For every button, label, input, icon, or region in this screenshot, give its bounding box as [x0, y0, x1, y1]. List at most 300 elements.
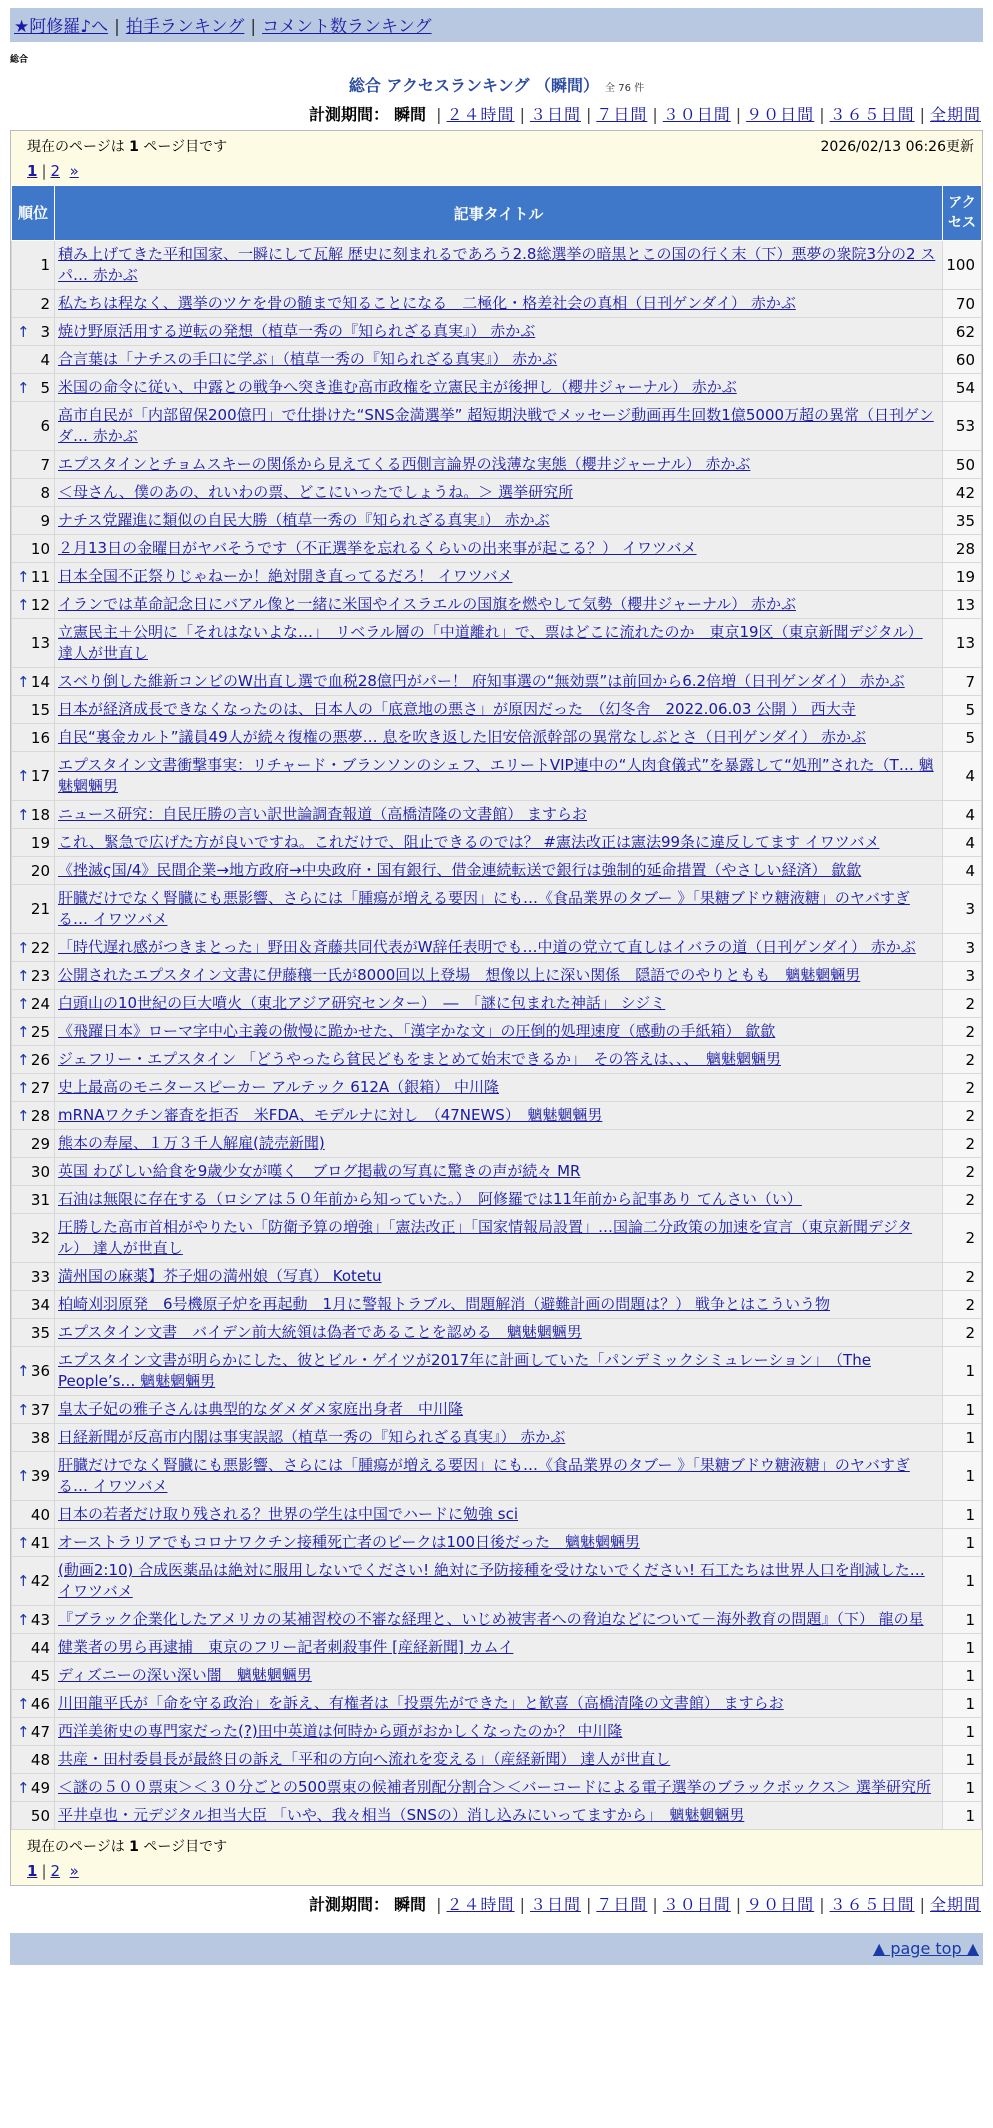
rank-number: 31 — [30, 1190, 50, 1209]
rank-number: 3 — [40, 322, 50, 341]
title-cell — [55, 290, 943, 318]
title-cell — [55, 374, 943, 402]
article-title-link[interactable]: 健業者の男ら再逮捕 東京のフリー記者刺殺事件 [産経新聞] カムイ — [58, 1638, 514, 1656]
article-title-link[interactable]: 肝臓だけでなく腎臓にも悪影響、さらには「腫瘍が増える要因」にも…《食品業界のタブー 》「果糖ブドウ糖液糖」のヤバすぎる… イワツバメ — [58, 1456, 910, 1495]
access-count: 4 — [943, 857, 982, 885]
rank-number: 33 — [30, 1267, 50, 1286]
rank-number: 39 — [30, 1467, 50, 1485]
access-count: 3 — [943, 934, 982, 962]
title-cell — [55, 1214, 943, 1263]
rank-cell — [12, 318, 55, 346]
article-title-link[interactable]: 西洋美術史の専門家だった(?)田中英道は何時から頭がおかしくなったのか？ 中川隆 — [58, 1722, 623, 1740]
rank-cell — [12, 1634, 55, 1662]
access-count: 1 — [943, 1606, 982, 1634]
rank-cell — [12, 1130, 55, 1158]
title-cell — [55, 857, 943, 885]
article-title-link[interactable]: 日経新聞が反高市内閣は事実誤認（植草一秀の『知られざる真実』） 赤かぶ — [58, 1428, 566, 1446]
access-count: 3 — [943, 885, 982, 934]
article-title-link[interactable]: 英国 わびしい給食を9歳少女が嘆く ブログ掲載の写真に驚きの声が続々 MR — [58, 1162, 581, 1180]
title-cell — [55, 1529, 943, 1557]
title-cell — [55, 1347, 943, 1396]
rank-number: 19 — [30, 833, 50, 852]
title-cell — [55, 829, 943, 857]
title-cell — [55, 1130, 943, 1158]
title-cell — [55, 696, 943, 724]
rank-up-arrow-icon: ↑ — [17, 767, 30, 785]
period-link[interactable]: ２４時間 — [446, 105, 515, 124]
rank-cell — [12, 1557, 55, 1606]
access-count: 53 — [943, 402, 982, 451]
title-cell — [55, 1746, 943, 1774]
table-row — [12, 1347, 982, 1396]
pager-separator: | — [41, 162, 47, 180]
footer-bar — [10, 1933, 983, 1965]
page-top-link[interactable]: ▲ page top ▲ — [872, 1939, 979, 1958]
period-link[interactable]: 全期間 — [929, 1895, 981, 1914]
rank-number: 40 — [30, 1505, 50, 1524]
article-title-link[interactable]: イランでは革命記念日にバアル像と一緒に米国やイスラエルの国旗を燃やして気勢（櫻井ジャーナル） 赤かぶ — [58, 595, 796, 613]
article-title-link[interactable]: 平井卓也・元デジタル担当大臣 「いや、我々相当（SNSの）消し込みにいってますから」 魑魅魍魎男 — [58, 1806, 745, 1824]
access-count: 2 — [943, 1319, 982, 1347]
header-title: 記事タイトル — [55, 186, 943, 241]
ranking-box — [10, 130, 983, 1886]
table-row — [12, 1046, 982, 1074]
article-title-link[interactable]: 米国の命令に従い、中露との戦争へ突き進む高市政権を立憲民主が後押し（櫻井ジャーナル） 赤かぶ — [58, 378, 737, 396]
access-count: 2 — [943, 1291, 982, 1319]
rank-cell — [12, 1501, 55, 1529]
rank-cell — [12, 829, 55, 857]
title-cell — [55, 1634, 943, 1662]
table-row — [12, 619, 982, 668]
rank-number: 18 — [30, 805, 50, 824]
page-info-number: 1 — [129, 1839, 139, 1855]
rank-number: 29 — [30, 1134, 50, 1153]
table-row — [12, 990, 982, 1018]
article-title-link[interactable]: 白頭山の10世紀の巨大噴火（東北アジア研究センター） ― 「謎に包まれた神話」 シジミ — [58, 994, 666, 1012]
access-count: 1 — [943, 1690, 982, 1718]
title-cell — [55, 885, 943, 934]
rank-number: 5 — [40, 378, 50, 397]
period-link[interactable]: ３０日間 — [662, 105, 731, 124]
rank-number: 45 — [30, 1666, 50, 1685]
article-title-link[interactable]: オーストラリアでもコロナワクチン接種死亡者のピークは100日後だった 魑魅魍魎男 — [58, 1533, 640, 1551]
period-separator: | — [735, 1895, 742, 1914]
article-title-link[interactable]: 満州国の麻薬】芥子畑の満州娘（写真） Kotetu — [58, 1267, 382, 1285]
page-info-prefix: 現在のページは — [27, 139, 130, 155]
table-row — [12, 1606, 982, 1634]
access-count: 28 — [943, 535, 982, 563]
article-title-link[interactable]: 石油は無限に存在する（ロシアは５０年前から知っていた。） 阿修羅では11年前から記事あり てんさい（い） — [58, 1190, 802, 1208]
access-count: 13 — [943, 591, 982, 619]
pager-page-1[interactable]: 1 — [27, 1862, 38, 1880]
period-link[interactable]: ２４時間 — [446, 1895, 515, 1914]
rank-up-arrow-icon: ↑ — [17, 322, 30, 341]
access-count: 35 — [943, 507, 982, 535]
title-cell — [55, 1396, 943, 1424]
nav-applause-ranking-link[interactable]: 拍手ランキング — [125, 17, 245, 37]
period-separator: | — [819, 105, 825, 124]
rank-number: 34 — [30, 1295, 50, 1314]
title-cell — [55, 451, 943, 479]
table-row — [12, 290, 982, 318]
rank-cell — [12, 591, 55, 619]
table-row — [12, 1130, 982, 1158]
table-row — [12, 1662, 982, 1690]
access-count: 60 — [943, 346, 982, 374]
article-title-link[interactable]: 圧勝した高市首相がやりたい「防衛予算の増強」「憲法改正」「国家情報局設置」…国論二分政策の加速を宣言（東京新聞デジタル） 達人が世直し — [58, 1218, 913, 1257]
table-row — [12, 1774, 982, 1802]
period-link[interactable]: ９０日間 — [746, 1895, 815, 1914]
table-row — [12, 374, 982, 402]
rank-number: 49 — [30, 1778, 50, 1797]
period-link[interactable]: ７日間 — [596, 1895, 648, 1914]
access-count: 1 — [943, 1396, 982, 1424]
article-title-link[interactable]: 積み上げてきた平和国家、一瞬にして瓦解 歴史に刻まれるであろう2.8総選挙の暗黒とこの国の行く末（下）悪夢の衆院3分の2 スパ… 赤かぶ — [58, 245, 936, 284]
title-cell — [55, 318, 943, 346]
article-title-link[interactable]: 高市自民が「内部留保200億円」で仕掛けた“SNS金満選挙” 超短期決戦でメッセージ動画再生回数1億5000万超の異常（日刊ゲンダ… 赤かぶ — [58, 406, 934, 445]
table-row — [12, 318, 982, 346]
period-link[interactable]: ７日間 — [596, 105, 648, 124]
period-separator: | — [519, 105, 525, 124]
article-title-link[interactable]: 『ブラック企業化したアメリカの某補習校の不審な経理と、いじめ被害者への脅迫などについて－海外教育の問題』（下） 龍の星 — [58, 1610, 924, 1628]
access-count: 1 — [943, 1529, 982, 1557]
article-title-link[interactable]: スベり倒した維新コンビのW出直し選で血税28億円がパー！ 府知事選の“無効票”は前回から6.2倍増（日刊ゲンダイ） 赤かぶ — [58, 672, 905, 690]
article-title-link[interactable]: 日本全国不正祭りじゃねーか！絶対開き直ってるだろ！ イワツバメ — [58, 567, 513, 585]
article-title-link[interactable]: 熊本の寿屋、１万３千人解雇(読売新聞) — [58, 1134, 325, 1152]
rank-number: 47 — [30, 1722, 50, 1741]
title-cell — [55, 1557, 943, 1606]
article-title-link[interactable]: ナチス党躍進に類似の自民大勝（植草一秀の『知られざる真実』） 赤かぶ — [58, 511, 550, 529]
page-info-suffix: ページ目です — [138, 139, 228, 155]
pager-next-link[interactable]: » — [69, 162, 79, 180]
access-count: 2 — [943, 1263, 982, 1291]
rank-cell — [12, 1291, 55, 1319]
rank-cell — [12, 1396, 55, 1424]
nav-comment-ranking-link[interactable]: コメント数ランキング — [262, 17, 432, 37]
title-cell — [55, 668, 943, 696]
access-count: 42 — [943, 479, 982, 507]
rank-up-arrow-icon: ↑ — [17, 938, 30, 957]
article-title-link[interactable]: 川田龍平氏が「命を守る政治」を訴え、有権者は「投票先ができた」と歓喜（高橋清隆の文書館） ますらお — [58, 1694, 784, 1712]
period-link[interactable]: 全期間 — [929, 105, 981, 124]
rank-cell — [12, 1802, 55, 1830]
title-cell — [55, 1774, 943, 1802]
period-separator: | — [819, 1895, 825, 1914]
rank-cell — [12, 1214, 55, 1263]
article-title-link[interactable]: ＜母さん、僕のあの、れいわの票、どこにいったでしょうね。＞ 選挙研究所 — [58, 483, 574, 501]
nav-separator: | — [114, 17, 120, 37]
period-link[interactable]: ９０日間 — [746, 105, 815, 124]
article-title-link[interactable]: 焼け野原活用する逆転の発想（植草一秀の『知られざる真実』） 赤かぶ — [58, 322, 536, 340]
pager-separator: | — [41, 1862, 47, 1880]
article-title-link[interactable]: 日本の若者だけ取り残される？世界の学生は中国でハードに勉強 sci — [58, 1505, 519, 1523]
article-title-link[interactable]: 皇太子妃の雅子さんは典型的なダメダメ家庭出身者 中川隆 — [58, 1400, 464, 1418]
rank-up-arrow-icon: ↑ — [17, 672, 30, 691]
rank-cell — [12, 1452, 55, 1501]
rank-number: 25 — [30, 1022, 50, 1041]
rank-number: 9 — [40, 511, 50, 530]
rank-cell — [12, 1347, 55, 1396]
rank-cell — [12, 1319, 55, 1347]
article-title-link[interactable]: 公開されたエプスタイン文書に伊藤穰一氏が8000回以上登場 想像以上に深い関係 隠語でのやりともも 魑魅魍魎男 — [58, 966, 861, 984]
rank-up-arrow-icon: ↑ — [17, 1722, 30, 1741]
article-title-link[interactable]: 柏崎刈羽原発 6号機原子炉を再起動 1月に警報トラブル、問題解消（避難計画の問題は？） 戦争とはこういう物 — [58, 1295, 831, 1313]
rank-number: 8 — [40, 483, 50, 502]
rank-cell — [12, 724, 55, 752]
table-row — [12, 591, 982, 619]
rank-up-arrow-icon: ↑ — [17, 378, 30, 397]
rank-number: 15 — [30, 700, 50, 719]
rank-cell — [12, 1690, 55, 1718]
rank-cell — [12, 1046, 55, 1074]
rank-number: 22 — [30, 938, 50, 957]
table-row — [12, 962, 982, 990]
article-title-link[interactable]: 自民“裏金カルト”議員49人が続々復権の悪夢… 息を吹き返した旧安倍派幹部の異常なしぶとさ（日刊ゲンダイ） 赤かぶ — [58, 728, 866, 746]
rank-number: 7 — [40, 455, 50, 474]
access-count: 2 — [943, 1186, 982, 1214]
title-cell — [55, 1018, 943, 1046]
access-count: 1 — [943, 1718, 982, 1746]
period-link[interactable]: ３０日間 — [662, 1895, 731, 1914]
rank-up-arrow-icon: ↑ — [17, 1050, 30, 1069]
rank-number: 17 — [30, 767, 50, 785]
title-cell — [55, 1718, 943, 1746]
rank-up-arrow-icon: ↑ — [17, 1106, 30, 1125]
rank-number: 35 — [30, 1323, 50, 1342]
access-count: 70 — [943, 290, 982, 318]
title-cell — [55, 563, 943, 591]
rank-number: 38 — [30, 1428, 50, 1447]
article-title-link[interactable]: これ、緊急で広げた方が良いですね。これだけで、阻止できるのでは？ #憲法改正は憲法99条に違反してます イワツバメ — [58, 833, 880, 851]
rank-number: 26 — [30, 1050, 50, 1069]
header-rank: 順位 — [12, 186, 55, 241]
rank-up-arrow-icon: ↑ — [17, 1778, 30, 1797]
page-info-suffix: ページ目です — [138, 1839, 228, 1855]
table-row — [12, 1718, 982, 1746]
table-row — [12, 1424, 982, 1452]
rank-number: 30 — [30, 1162, 50, 1181]
rank-cell — [12, 563, 55, 591]
table-row — [12, 1802, 982, 1830]
rank-up-arrow-icon: ↑ — [17, 966, 30, 985]
rank-cell — [12, 1606, 55, 1634]
article-title-link[interactable]: (動画2:10) 合成医薬品は絶対に服用しないでください! 絶対に予防接種を受けないでください! 石工たちは世界人口を削減した… イワツバメ — [58, 1561, 925, 1600]
article-title-link[interactable]: 立憲民主＋公明に「それはないよな…」 リベラル層の「中道離れ」で、票はどこに流れたのか 東京19区（東京新聞デジタル） 達人が世直し — [58, 623, 923, 662]
title-cell — [55, 507, 943, 535]
article-title-link[interactable]: エプスタイン文書 バイデン前大統領は偽者であることを認める 魑魅魍魎男 — [58, 1323, 582, 1341]
rank-cell — [12, 507, 55, 535]
title-cell — [55, 1291, 943, 1319]
title-cell — [55, 752, 943, 801]
rank-number: 42 — [30, 1572, 50, 1590]
table-row — [12, 857, 982, 885]
rank-up-arrow-icon: ↑ — [17, 1533, 30, 1552]
title-cell — [55, 1690, 943, 1718]
pager-page-2[interactable]: 2 — [50, 1862, 61, 1880]
table-row — [12, 241, 982, 290]
table-row — [12, 563, 982, 591]
title-cell — [55, 990, 943, 1018]
article-title-link[interactable]: 共産・田村委員長が最終日の訴え「平和の方向へ流れを変える」（産経新聞） 達人が世直し — [58, 1750, 671, 1768]
table-row — [12, 801, 982, 829]
rank-cell — [12, 346, 55, 374]
article-title-link[interactable]: 《飛躍日本》ローマ字中心主義の傲慢に跪かせた、「漢字かな文」の圧倒的処理速度（感動の手紙箱） 歙歙 — [58, 1022, 776, 1040]
title-cell — [55, 1158, 943, 1186]
title-cell — [55, 1501, 943, 1529]
article-title-link[interactable]: 合言葉は「ナチスの手口に学ぶ」（植草一秀の『知られざる真実』） 赤かぶ — [58, 350, 558, 368]
rank-number: 44 — [30, 1638, 50, 1657]
ranking-table-body — [12, 241, 982, 1830]
rank-number: 37 — [30, 1400, 50, 1419]
access-count: 2 — [943, 1214, 982, 1263]
rank-cell — [12, 290, 55, 318]
title-cell — [55, 1452, 943, 1501]
period-separator: | — [585, 105, 592, 124]
title-cell — [55, 241, 943, 290]
table-row — [12, 1396, 982, 1424]
access-count: 2 — [943, 990, 982, 1018]
title-cell — [55, 402, 943, 451]
page-info-text — [27, 136, 227, 156]
pager-next-link[interactable]: » — [69, 1862, 79, 1880]
page-info-number: 1 — [129, 139, 139, 155]
access-count: 4 — [943, 752, 982, 801]
article-title-link[interactable]: 私たちは程なく、選挙のツケを骨の髄まで知ることになる 二極化・格差社会の真相（日刊ゲンダイ） 赤かぶ — [58, 294, 796, 312]
pager-top — [11, 156, 982, 185]
rank-number: 43 — [30, 1610, 50, 1629]
table-row — [12, 696, 982, 724]
rank-cell — [12, 1018, 55, 1046]
period-separator: | — [519, 1895, 525, 1914]
period-separator: | — [585, 1895, 592, 1914]
period-link[interactable]: ３６５日間 — [829, 105, 915, 124]
period-link[interactable]: ３日間 — [529, 105, 581, 124]
rank-number: 24 — [30, 994, 50, 1013]
title-cell — [55, 346, 943, 374]
access-count: 100 — [943, 241, 982, 290]
rank-number: 10 — [30, 539, 50, 558]
table-row — [12, 1263, 982, 1291]
article-title-link[interactable]: 《挫滅ς国/4》民間企業→地方政府→中央政府・国有銀行、借金連続転送で銀行は強制的延命措置（やさしい経済） 歙歙 — [58, 861, 862, 879]
rank-number: 11 — [30, 567, 50, 586]
access-count: 1 — [943, 1452, 982, 1501]
article-title-link[interactable]: エプスタインとチョムスキーの関係から見えてくる西側言論界の浅薄な実態（櫻井ジャーナル） 赤かぶ — [58, 455, 751, 473]
access-count: 5 — [943, 724, 982, 752]
rank-number: 46 — [30, 1694, 50, 1713]
table-row — [12, 402, 982, 451]
rank-cell — [12, 934, 55, 962]
period-separator: | — [919, 1895, 925, 1914]
period-separator: | — [652, 105, 658, 124]
access-count: 19 — [943, 563, 982, 591]
period-separator: | — [436, 105, 442, 124]
pager-page-1[interactable]: 1 — [27, 162, 38, 180]
article-title-link[interactable]: エプスタイン文書が明らかにした、彼とビル・ゲイツが2017年に計画していた「パンデミックシミュレーション」 （The People’s… 魑魅魍魎男 — [58, 1351, 871, 1390]
table-row — [12, 1529, 982, 1557]
table-row — [12, 1186, 982, 1214]
rank-number: 2 — [40, 294, 50, 313]
table-row — [12, 1074, 982, 1102]
access-count: 1 — [943, 1746, 982, 1774]
table-row — [12, 934, 982, 962]
rank-number: 23 — [30, 966, 50, 985]
updated-timestamp: 2026/02/13 06:26更新 — [820, 139, 974, 155]
rank-cell — [12, 962, 55, 990]
rank-number: 27 — [30, 1078, 50, 1097]
article-title-link[interactable]: ニュース研究：自民圧勝の言い訳世論調査報道（高橋清隆の文書館） ますらお — [58, 805, 588, 823]
article-title-link[interactable]: ＜謎の５００票束＞＜３０分ごとの500票束の候補者別配分割合＞＜バーコードによる電子選挙のブラックボックス＞ 選挙研究所 — [58, 1778, 931, 1796]
category-label: 総合 — [10, 55, 29, 65]
table-row — [12, 724, 982, 752]
rank-number: 12 — [30, 595, 50, 614]
ranking-title — [0, 73, 993, 96]
period-separator: | — [652, 1895, 658, 1914]
table-row — [12, 535, 982, 563]
rank-cell — [12, 374, 55, 402]
pager-bottom — [11, 1856, 982, 1885]
article-title-link[interactable]: mRNAワクチン審査を拒否 米FDA、モデルナに対し （47NEWS） 魑魅魍魎男 — [58, 1106, 603, 1124]
article-title-link[interactable]: 肝臓だけでなく腎臓にも悪影響、さらには「腫瘍が増える要因」にも…《食品業界のタブー 》「果糖ブドウ糖液糖」のヤバすぎる… イワツバメ — [58, 889, 910, 928]
access-count: 2 — [943, 1046, 982, 1074]
rank-cell — [12, 1074, 55, 1102]
rank-cell — [12, 1263, 55, 1291]
article-title-link[interactable]: ジェフリー・エプスタイン 「どうやったら貧民どもをまとめて始末できるか」 その答えは、、、 魑魅魍魎男 — [58, 1050, 781, 1068]
article-title-link[interactable]: 史上最高のモニタースピーカー アルテック 612A（銀箱） 中川隆 — [58, 1078, 499, 1096]
article-title-link[interactable]: エプスタイン文書衝撃事実：リチャード・ブランソンのシェフ、エリートVIP連中の“人肉食儀式”を暴露して“処刑”された（T… 魑魅魍魎男 — [58, 756, 934, 795]
period-label: 計測期間： — [308, 105, 389, 124]
table-row — [12, 1214, 982, 1263]
table-row — [12, 829, 982, 857]
table-row — [12, 507, 982, 535]
access-count: 1 — [943, 1424, 982, 1452]
access-count: 5 — [943, 696, 982, 724]
period-link[interactable]: ３日間 — [529, 1895, 581, 1914]
article-title-link[interactable]: 日本が経済成長できなくなったのは、日本人の「底意地の悪さ」が原因だった （幻冬舎 2022.06.03 公開 ） 西大寺 — [58, 700, 856, 718]
rank-number: 48 — [30, 1750, 50, 1769]
rank-up-arrow-icon: ↑ — [17, 1467, 30, 1485]
title-cell — [55, 1802, 943, 1830]
pager-page-2[interactable]: 2 — [50, 162, 61, 180]
period-label: 計測期間： — [308, 1895, 389, 1914]
access-count: 4 — [943, 801, 982, 829]
rank-cell — [12, 752, 55, 801]
article-title-link[interactable]: 「時代遅れ感がつきまとった」野田＆斉藤共同代表がW辞任表明でも…中道の党立て直しはイバラの道（日刊ゲンダイ） 赤かぶ — [58, 938, 916, 956]
rank-cell — [12, 1529, 55, 1557]
access-count: 1 — [943, 1802, 982, 1830]
period-link[interactable]: ３６５日間 — [829, 1895, 915, 1914]
rank-cell — [12, 857, 55, 885]
rank-cell — [12, 451, 55, 479]
rank-number: 4 — [40, 350, 50, 369]
period-selector — [0, 102, 981, 125]
access-count: 2 — [943, 1158, 982, 1186]
top-nav-bar — [10, 8, 983, 42]
rank-up-arrow-icon: ↑ — [17, 1572, 30, 1590]
access-count: 62 — [943, 318, 982, 346]
rank-cell — [12, 885, 55, 934]
rank-number: 6 — [40, 417, 50, 435]
title-cell — [55, 1074, 943, 1102]
nav-separator: | — [250, 17, 257, 37]
title-cell — [55, 1606, 943, 1634]
article-title-link[interactable]: ディズニーの深い深い闇 魑魅魍魎男 — [58, 1666, 312, 1684]
article-title-link[interactable]: ２月13日の金曜日がヤバそうです（不正選挙を忘れるくらいの出来事が起こる？） イワツバメ — [58, 539, 697, 557]
table-row — [12, 1102, 982, 1130]
rank-cell — [12, 479, 55, 507]
table-row — [12, 752, 982, 801]
rank-cell — [12, 1662, 55, 1690]
nav-home-link[interactable]: ★阿修羅♪へ — [14, 17, 109, 37]
